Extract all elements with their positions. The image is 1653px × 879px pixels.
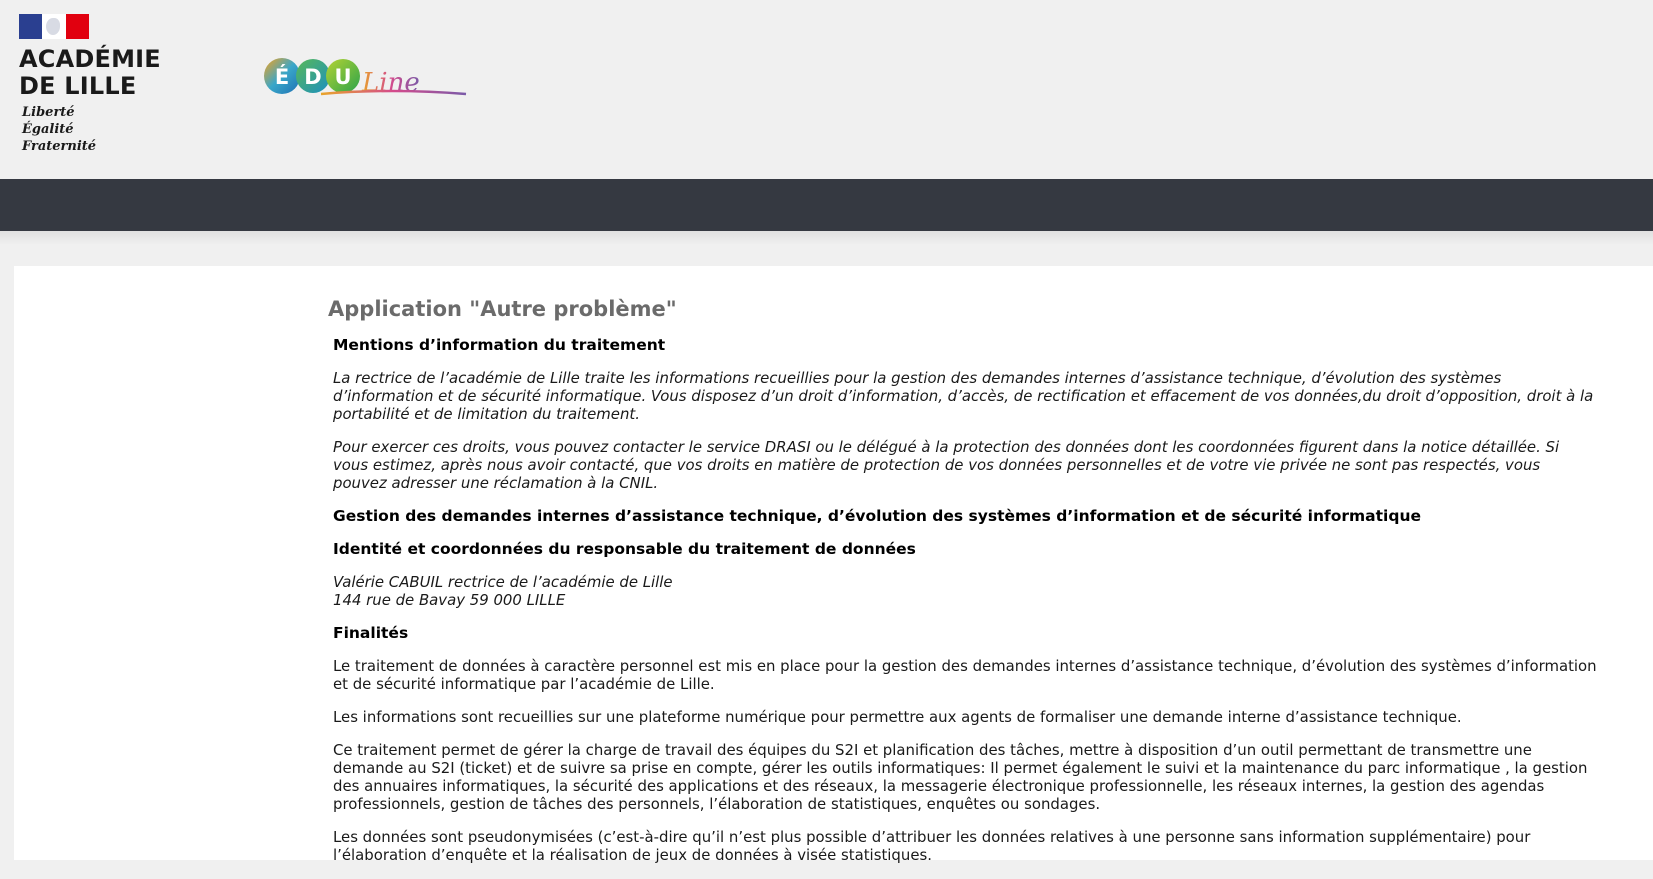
heading-mentions: Mentions d’information du traitement (333, 336, 666, 354)
heading-gestion: Gestion des demandes internes d’assistance technique, d’évolution des systèmes d’information et de sécurité informatique (333, 507, 1421, 525)
responsable-address (333, 573, 1598, 609)
motto-egalite: Égalité (22, 122, 74, 137)
para-rights: Pour exercer ces droits, vous pouvez contacter le service DRASI ou le délégué à la protection des données dont les coordonnées figurent dans la notice détaillée. Si vous estimez, après nous avoir contacté, que vos droits en matière de protection de vos données personnelles et de votre vie privée ne sont pas respectés, vous pouvez adresser une réclamation à la CNIL. (333, 438, 1560, 492)
eduline-suffix: Line (362, 68, 420, 98)
responsable-line1: Valérie CABUIL rectrice de l’académie de Lille (333, 573, 673, 591)
page-title: Application "Autre problème" (328, 297, 677, 321)
heading-identite: Identité et coordonnées du responsable du traitement de données (333, 540, 916, 558)
motto-liberte: Liberté (22, 105, 75, 120)
eduline-logo[interactable] (261, 44, 471, 100)
para-finalites-4: Les données sont pseudonymisées (c’est-à-dire qu’il n’est plus possible d’attribuer les données relatives à une personne sans information supplémentaire) pour l’élaboration d’enquête et la réalisation de jeux de données à visée statistiques. (333, 828, 1531, 864)
eduline-letter-u: U (334, 65, 352, 89)
academie-name (19, 46, 179, 100)
republic-motto (19, 104, 179, 155)
eduline-letter-e: É (274, 65, 290, 89)
main-navbar (0, 179, 1653, 231)
privacy-notice (333, 336, 1598, 864)
navbar-shadow (0, 231, 1653, 266)
motto-fraternite: Fraternité (22, 139, 97, 154)
academie-lille-logo[interactable] (19, 14, 179, 155)
content-panel (14, 266, 1653, 864)
marianne-flag-icon (19, 14, 89, 39)
para-finalites-1: Le traitement de données à caractère personnel est mis en place pour la gestion des demandes internes d’assistance technique, d’évolution des systèmes d’information et de sécurité informatique par l’académie de Lille. (333, 657, 1597, 693)
para-intro: La rectrice de l’académie de Lille traite les informations recueillies pour la gestion des demandes internes d’assistance technique, d’évolution des systèmes d’information et de sécurité informatique. Vous disposez d’un droit d’information, d’accès, de rectification et effacement de vos données,du droit d’opposition, droit à la portabilité et de limitation du traitement. (333, 369, 1594, 423)
content-inner (328, 266, 1598, 879)
page-header (0, 0, 1653, 179)
para-finalites-2: Les informations sont recueillies sur une plateforme numérique pour permettre aux agents de formaliser une demande interne d’assistance technique. (333, 708, 1462, 726)
academie-name-line1: ACADÉMIE (19, 45, 161, 73)
heading-finalites: Finalités (333, 624, 409, 642)
para-finalites-3: Ce traitement permet de gérer la charge de travail des équipes du S2I et planification des tâches, mettre à disposition d’un outil permettant de transmettre une demande au S2I (ticket) et de suivre sa prise en compte, gérer les outils informatiques: Il permet également le suivi et la maintenance du parc informatique , la gestion des annuaires informatiques, la sécurité des applications et des réseaux, la messagerie électronique professionnelle, les réseaux internes, la gestion des agendas professionnels, gestion de tâches des personnels, l’élaboration de statistiques, enquêtes ou sondages. (333, 741, 1588, 813)
responsable-line2: 144 rue de Bavay 59 000 LILLE (333, 591, 566, 609)
eduline-letter-d: D (304, 65, 322, 89)
academie-name-line2: DE LILLE (19, 72, 137, 100)
